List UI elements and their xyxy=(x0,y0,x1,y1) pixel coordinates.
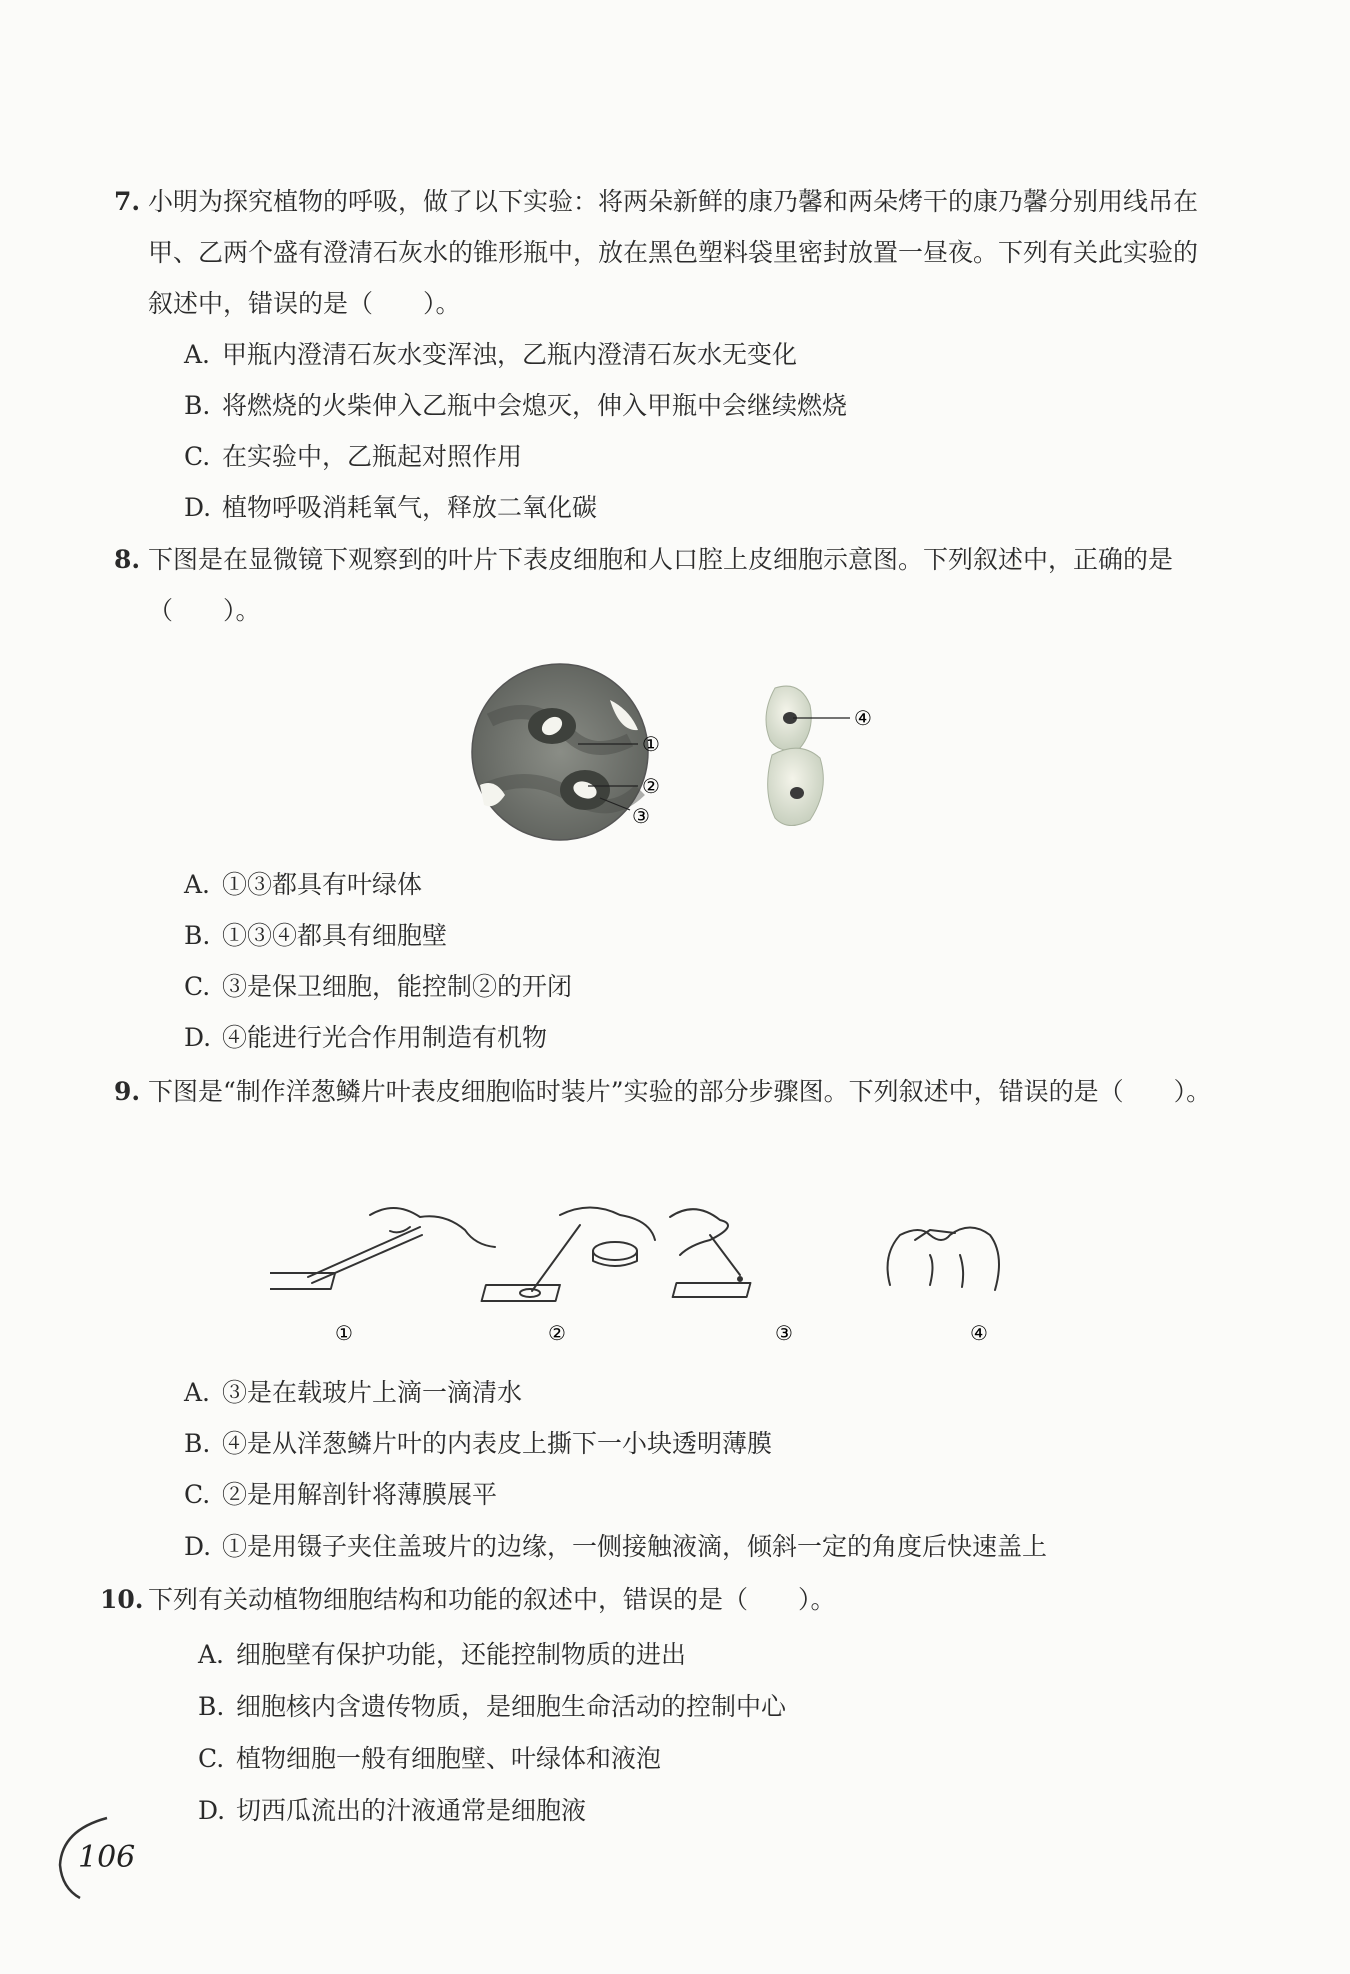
question-stem: 下图是“制作洋葱鳞片叶表皮细胞临时装片”实验的部分步骤图。下列叙述中，错误的是（ ）。 xyxy=(148,1077,1212,1106)
step-3-sketch xyxy=(670,1209,750,1297)
q9-option-c xyxy=(184,1480,497,1510)
option-letter: C. xyxy=(184,1480,211,1509)
question-number: 9. xyxy=(114,1077,141,1106)
question-stem: 小明为探究植物的呼吸，做了以下实验：将两朵新鲜的康乃馨和两朵烤干的康乃馨分别用线吊在甲、乙两个盛有澄清石灰水的锥形瓶中，放在黑色塑料袋里密封放置一昼夜。下列有关此实验的叙述中，错误的是（ ）。 xyxy=(148,187,1199,318)
figure-label-1: ① xyxy=(642,732,660,756)
step-label-3: ③ xyxy=(775,1321,793,1345)
option-text: ②是用解剖针将薄膜展平 xyxy=(222,1480,498,1509)
step-2-sketch xyxy=(482,1208,655,1302)
option-letter: A. xyxy=(184,340,211,369)
option-letter: D. xyxy=(184,1532,212,1561)
microscope-cells-figure xyxy=(470,660,890,850)
leaf-epidermis-view xyxy=(472,664,648,840)
q8-option-d xyxy=(184,1023,547,1053)
option-letter: A. xyxy=(184,1378,211,1407)
q10-option-d xyxy=(198,1796,586,1826)
q7-option-a xyxy=(184,340,797,370)
option-text: 植物细胞一般有细胞壁、叶绿体和液泡 xyxy=(236,1744,662,1773)
page-number: 106 xyxy=(78,1840,136,1875)
option-letter: D. xyxy=(184,1023,212,1052)
page-number-block xyxy=(52,1810,172,1900)
option-text: 细胞壁有保护功能，还能控制物质的进出 xyxy=(236,1640,687,1669)
question-number: 7. xyxy=(114,187,141,216)
question-7 xyxy=(114,176,1218,329)
option-letter: C. xyxy=(184,442,211,471)
question-stem: 下图是在显微镜下观察到的叶片下表皮细胞和人口腔上皮细胞示意图。下列叙述中，正确的是（ ）。 xyxy=(148,545,1174,625)
option-letter: B. xyxy=(184,921,211,950)
option-text: 在实验中，乙瓶起对照作用 xyxy=(222,442,523,471)
step-label-4: ④ xyxy=(970,1321,988,1345)
option-letter: A. xyxy=(184,870,211,899)
option-text: ③是在载玻片上滴一滴清水 xyxy=(222,1378,523,1407)
slide-preparation-steps-figure xyxy=(270,1195,1070,1345)
q7-option-c xyxy=(184,442,522,472)
q8-option-b xyxy=(184,921,447,951)
option-text: ④能进行光合作用制造有机物 xyxy=(222,1023,548,1052)
question-stem: 下列有关动植物细胞结构和功能的叙述中，错误的是（ ）。 xyxy=(148,1585,836,1614)
question-9 xyxy=(114,1066,1218,1117)
figure-label-4: ④ xyxy=(854,706,872,730)
option-letter: B. xyxy=(184,1429,211,1458)
figure-label-2: ② xyxy=(642,774,660,798)
option-letter: D. xyxy=(198,1796,226,1825)
option-letter: A. xyxy=(198,1640,225,1669)
q8-option-a xyxy=(184,870,422,900)
option-letter: C. xyxy=(184,972,211,1001)
question-number: 8. xyxy=(114,545,141,574)
option-letter: D. xyxy=(184,493,212,522)
option-text: ①③都具有叶绿体 xyxy=(222,870,423,899)
option-text: 将燃烧的火柴伸入乙瓶中会熄灭，伸入甲瓶中会继续燃烧 xyxy=(222,391,848,420)
q9-option-d xyxy=(184,1532,1047,1562)
question-10 xyxy=(100,1574,1218,1625)
question-number: 10. xyxy=(100,1585,144,1614)
question-8 xyxy=(114,534,1218,636)
option-letter: B. xyxy=(198,1692,225,1721)
q9-option-b xyxy=(184,1429,772,1459)
step-4-sketch xyxy=(888,1228,999,1291)
q10-option-b xyxy=(198,1692,786,1722)
cheek-cells-view xyxy=(766,686,823,825)
q7-option-d xyxy=(184,493,597,523)
option-text: ①是用镊子夹住盖玻片的边缘，一侧接触液滴，倾斜一定的角度后快速盖上 xyxy=(222,1532,1048,1561)
q8-option-c xyxy=(184,972,572,1002)
option-text: 细胞核内含遗传物质，是细胞生命活动的控制中心 xyxy=(236,1692,787,1721)
q7-option-b xyxy=(184,391,847,421)
q10-option-a xyxy=(198,1640,686,1670)
option-letter: B. xyxy=(184,391,211,420)
option-text: ③是保卫细胞，能控制②的开闭 xyxy=(222,972,573,1001)
step-label-2: ② xyxy=(548,1321,566,1345)
option-text: 切西瓜流出的汁液通常是细胞液 xyxy=(236,1796,587,1825)
option-text: 植物呼吸消耗氧气，释放二氧化碳 xyxy=(222,493,598,522)
q10-option-c xyxy=(198,1744,661,1774)
option-letter: C. xyxy=(198,1744,225,1773)
step-1-sketch xyxy=(270,1208,495,1289)
option-text: ④是从洋葱鳞片叶的内表皮上撕下一小块透明薄膜 xyxy=(222,1429,773,1458)
option-text: ①③④都具有细胞壁 xyxy=(222,921,448,950)
q9-option-a xyxy=(184,1378,522,1408)
step-label-1: ① xyxy=(335,1321,353,1345)
option-text: 甲瓶内澄清石灰水变浑浊，乙瓶内澄清石灰水无变化 xyxy=(222,340,798,369)
figure-label-3: ③ xyxy=(632,804,650,828)
